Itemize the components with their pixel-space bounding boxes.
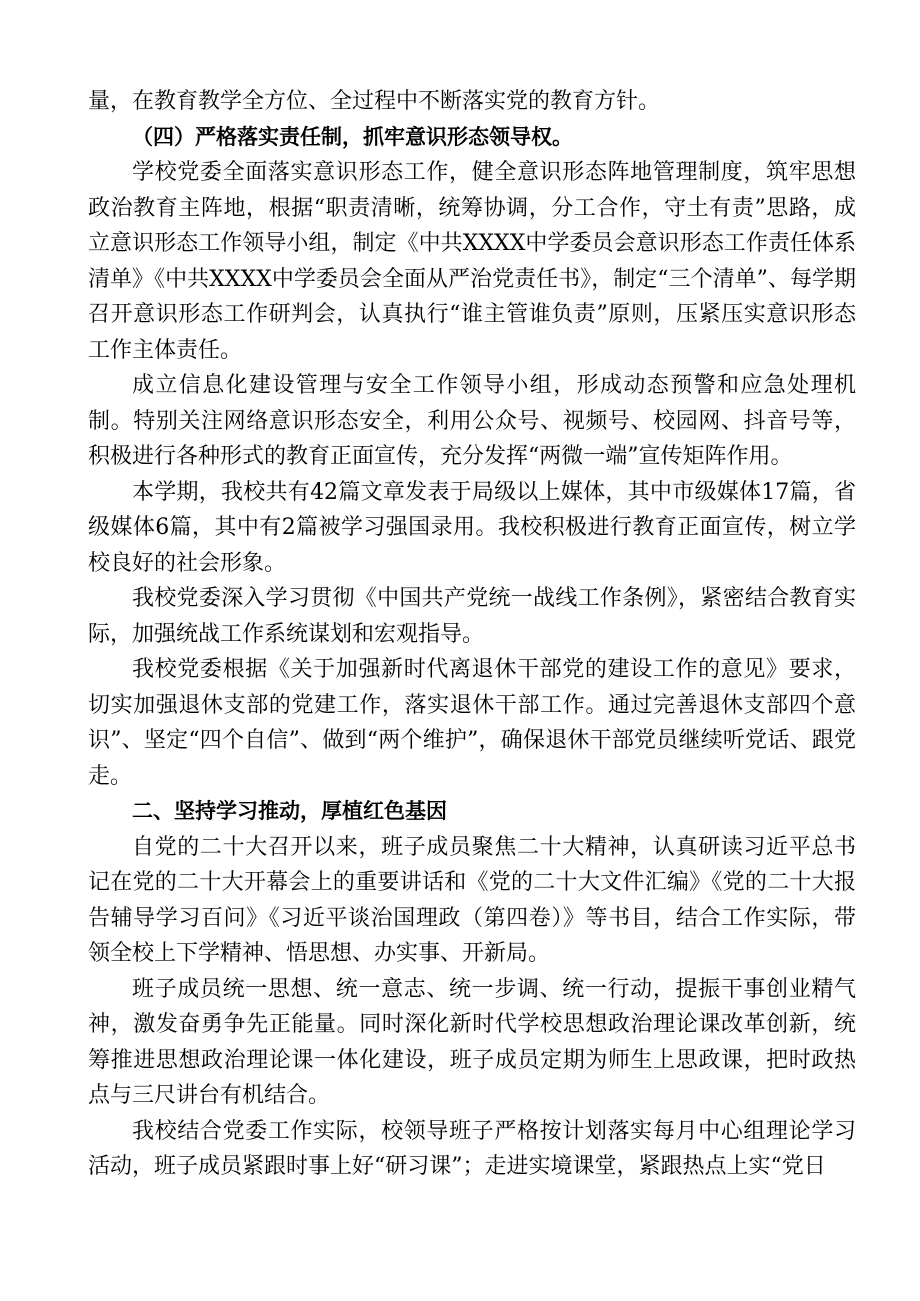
paragraph-information-security: 成立信息化建设管理与安全工作领导小组，形成动态预警和应急处理机制。特别关注网络意识形态安全，利用公众号、视频号、校园网、抖音号等，积极进行各种形式的教育正面宣传，充分发挥“两微一端”宣传矩阵作用。: [88, 373, 856, 469]
paragraph-study-congress: 自党的二十大召开以来，班子成员聚焦二十大精神，认真研读习近平总书记在党的二十大开幕会上的重要讲话和《党的二十大文件汇编》《党的二十大报告辅导学习百问》《习近平谈治国理政（第四卷）》等书目，结合工作实际，带领全校上下学精神、悟思想、办实事、开新局。: [88, 834, 856, 966]
paragraph-continuation: 量，在教育教学全方位、全过程中不断落实党的教育方针。: [88, 89, 661, 114]
paragraph-united-front: 我校党委深入学习贯彻《中国共产党统一战线工作条例》，紧密结合教育实际，加强统战工作系统谋划和宏观指导。: [88, 586, 856, 647]
paragraph-media-publications: 本学期，我校共有42篇文章发表于局级以上媒体，其中市级媒体17篇，省级媒体6篇，其中有2篇被学习强国录用。我校积极进行教育正面宣传，树立学校良好的社会形象。: [88, 479, 856, 576]
section-heading-4: （四）严格落实责任制，抓牢意识形态领导权。: [132, 124, 573, 149]
paragraph-retired-cadres: 我校党委根据《关于加强新时代离退休干部党的建设工作的意见》要求，切实加强退休支部的党建工作，落实退休干部工作。通过完善退休支部四个意识”、坚定“四个自信”、做到“两个维护”，确保退休干部党员继续听党话、跟党走。: [88, 657, 856, 789]
chapter-heading-2: 二、坚持学习推动，厚植红色基因: [132, 799, 447, 823]
paragraph-team-unity: 班子成员统一思想、统一意志、统一步调、统一行动，提振干事创业精气神，激发奋勇争先正能量。同时深化新时代学校思想政治理论课改革创新，统筹推进思想政治理论课一体化建设，班子成员定期为师生上思政课，把时政热点与三尺讲台有机结合。: [88, 976, 856, 1108]
document-page: [88, 84, 856, 1185]
paragraph-monthly-study: 我校结合党委工作实际，校领导班子严格按计划落实每月中心组理论学习活动，班子成员紧跟时事上好“研习课”；走进实境课堂，紧跟热点上实“党日: [88, 1118, 856, 1179]
paragraph-ideology-work: 学校党委全面落实意识形态工作，健全意识形态阵地管理制度，筑牢思想政治教育主阵地，根据“职责清晰，统筹协调，分工合作，守土有责”思路，成立意识形态工作领导小组，制定《中共XXXX中学委员会意识形态工作责任体系清单》《中共XXXX中学委员会全面从严治党责任书》，制定“三个清单”、每学期召开意识形态工作研判会，认真执行“谁主管谁负责”原则，压紧压实意识形态工作主体责任。: [88, 160, 856, 363]
